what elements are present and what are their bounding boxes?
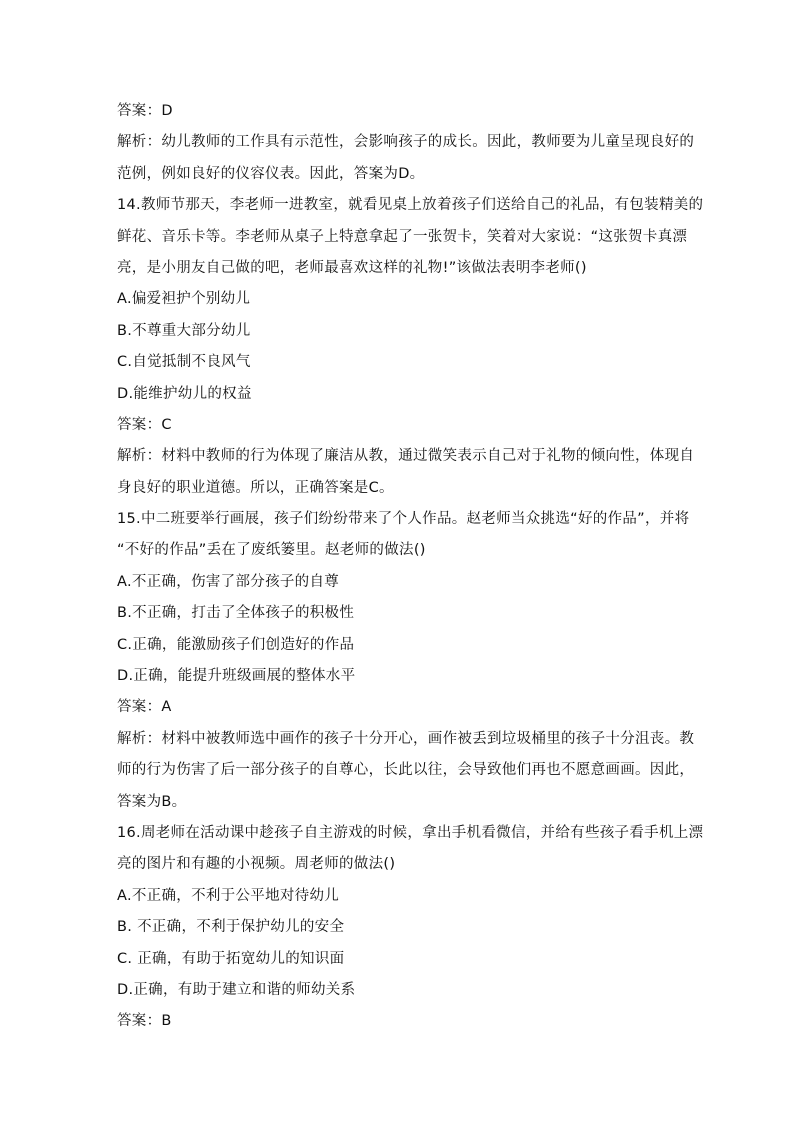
- text-line: 14.教师节那天，李老师一进教室，就看见桌上放着孩子们送给自己的礼品，有包装精美的: [117, 197, 704, 214]
- text-line: 亮的图片和有趣的小视频。周老师的做法(): [117, 856, 396, 873]
- text-line: 解析：材料中被教师选中画作的孩子十分开心，画作被丢到垃圾桶里的孩子十分沮丧。教: [117, 730, 695, 747]
- document-page: [117, 96, 704, 1038]
- text-line: D.正确，有助于建立和谐的师幼关系: [117, 981, 356, 998]
- text-line: 答案为B。: [117, 793, 187, 810]
- text-line: 答案：A: [117, 699, 172, 716]
- text-line: A.偏爱袒护个别幼儿: [117, 291, 251, 308]
- text-line: 答案：B: [117, 1013, 172, 1030]
- text-line: C. 正确，有助于拓宽幼儿的知识面: [117, 950, 345, 967]
- text-line: 亮，是小朋友自己做的吧，老师最喜欢这样的礼物!”该做法表明李老师(): [117, 259, 587, 276]
- text-line: “不好的作品”丢在了废纸篓里。赵老师的做法(): [117, 542, 426, 559]
- text-line: 师的行为伤害了后一部分孩子的自尊心，长此以往，会导致他们再也不愿意画画。因此，: [117, 762, 695, 779]
- text-line: 身良好的职业道德。所以，正确答案是C。: [117, 479, 394, 496]
- text-line: B. 不正确，不利于保护幼儿的安全: [117, 919, 345, 936]
- text-line: 答案：D: [117, 103, 173, 119]
- text-line: 鲜花、音乐卡等。李老师从桌子上特意拿起了一张贺卡，笑着对大家说：“这张贺卡真漂: [117, 228, 688, 245]
- text-line: D.能维护幼儿的权益: [117, 385, 252, 402]
- text-line: A.不正确，不利于公平地对待幼儿: [117, 887, 340, 904]
- text-line: 15.中二班要举行画展，孩子们纷纷带来了个人作品。赵老师当众挑选“好的作品”，并将: [117, 511, 690, 528]
- text-line: C.正确，能激励孩子们创造好的作品: [117, 636, 355, 653]
- text-line: B.不正确，打击了全体孩子的积极性: [117, 605, 355, 622]
- text-line: D.正确，能提升班级画展的整体水平: [117, 668, 356, 685]
- text-line: B.不尊重大部分幼儿: [117, 322, 251, 339]
- text-line: C.自觉抵制不良风气: [117, 354, 251, 371]
- text-line: A.不正确，伤害了部分孩子的自尊: [117, 573, 340, 590]
- text-line: 范例，例如良好的仪容仪表。因此，答案为D。: [117, 165, 425, 182]
- text-line: 解析：材料中教师的行为体现了廉洁从教，通过微笑表示自己对于礼物的倾向性，体现自: [117, 448, 695, 465]
- text-line: 答案：C: [117, 416, 172, 433]
- text-line: 16.周老师在活动课中趁孩子自主游戏的时候，拿出手机看微信，并给有些孩子看手机上漂: [117, 824, 704, 841]
- text-line: 解析：幼儿教师的工作具有示范性，会影响孩子的成长。因此，教师要为儿童呈现良好的: [117, 134, 695, 151]
